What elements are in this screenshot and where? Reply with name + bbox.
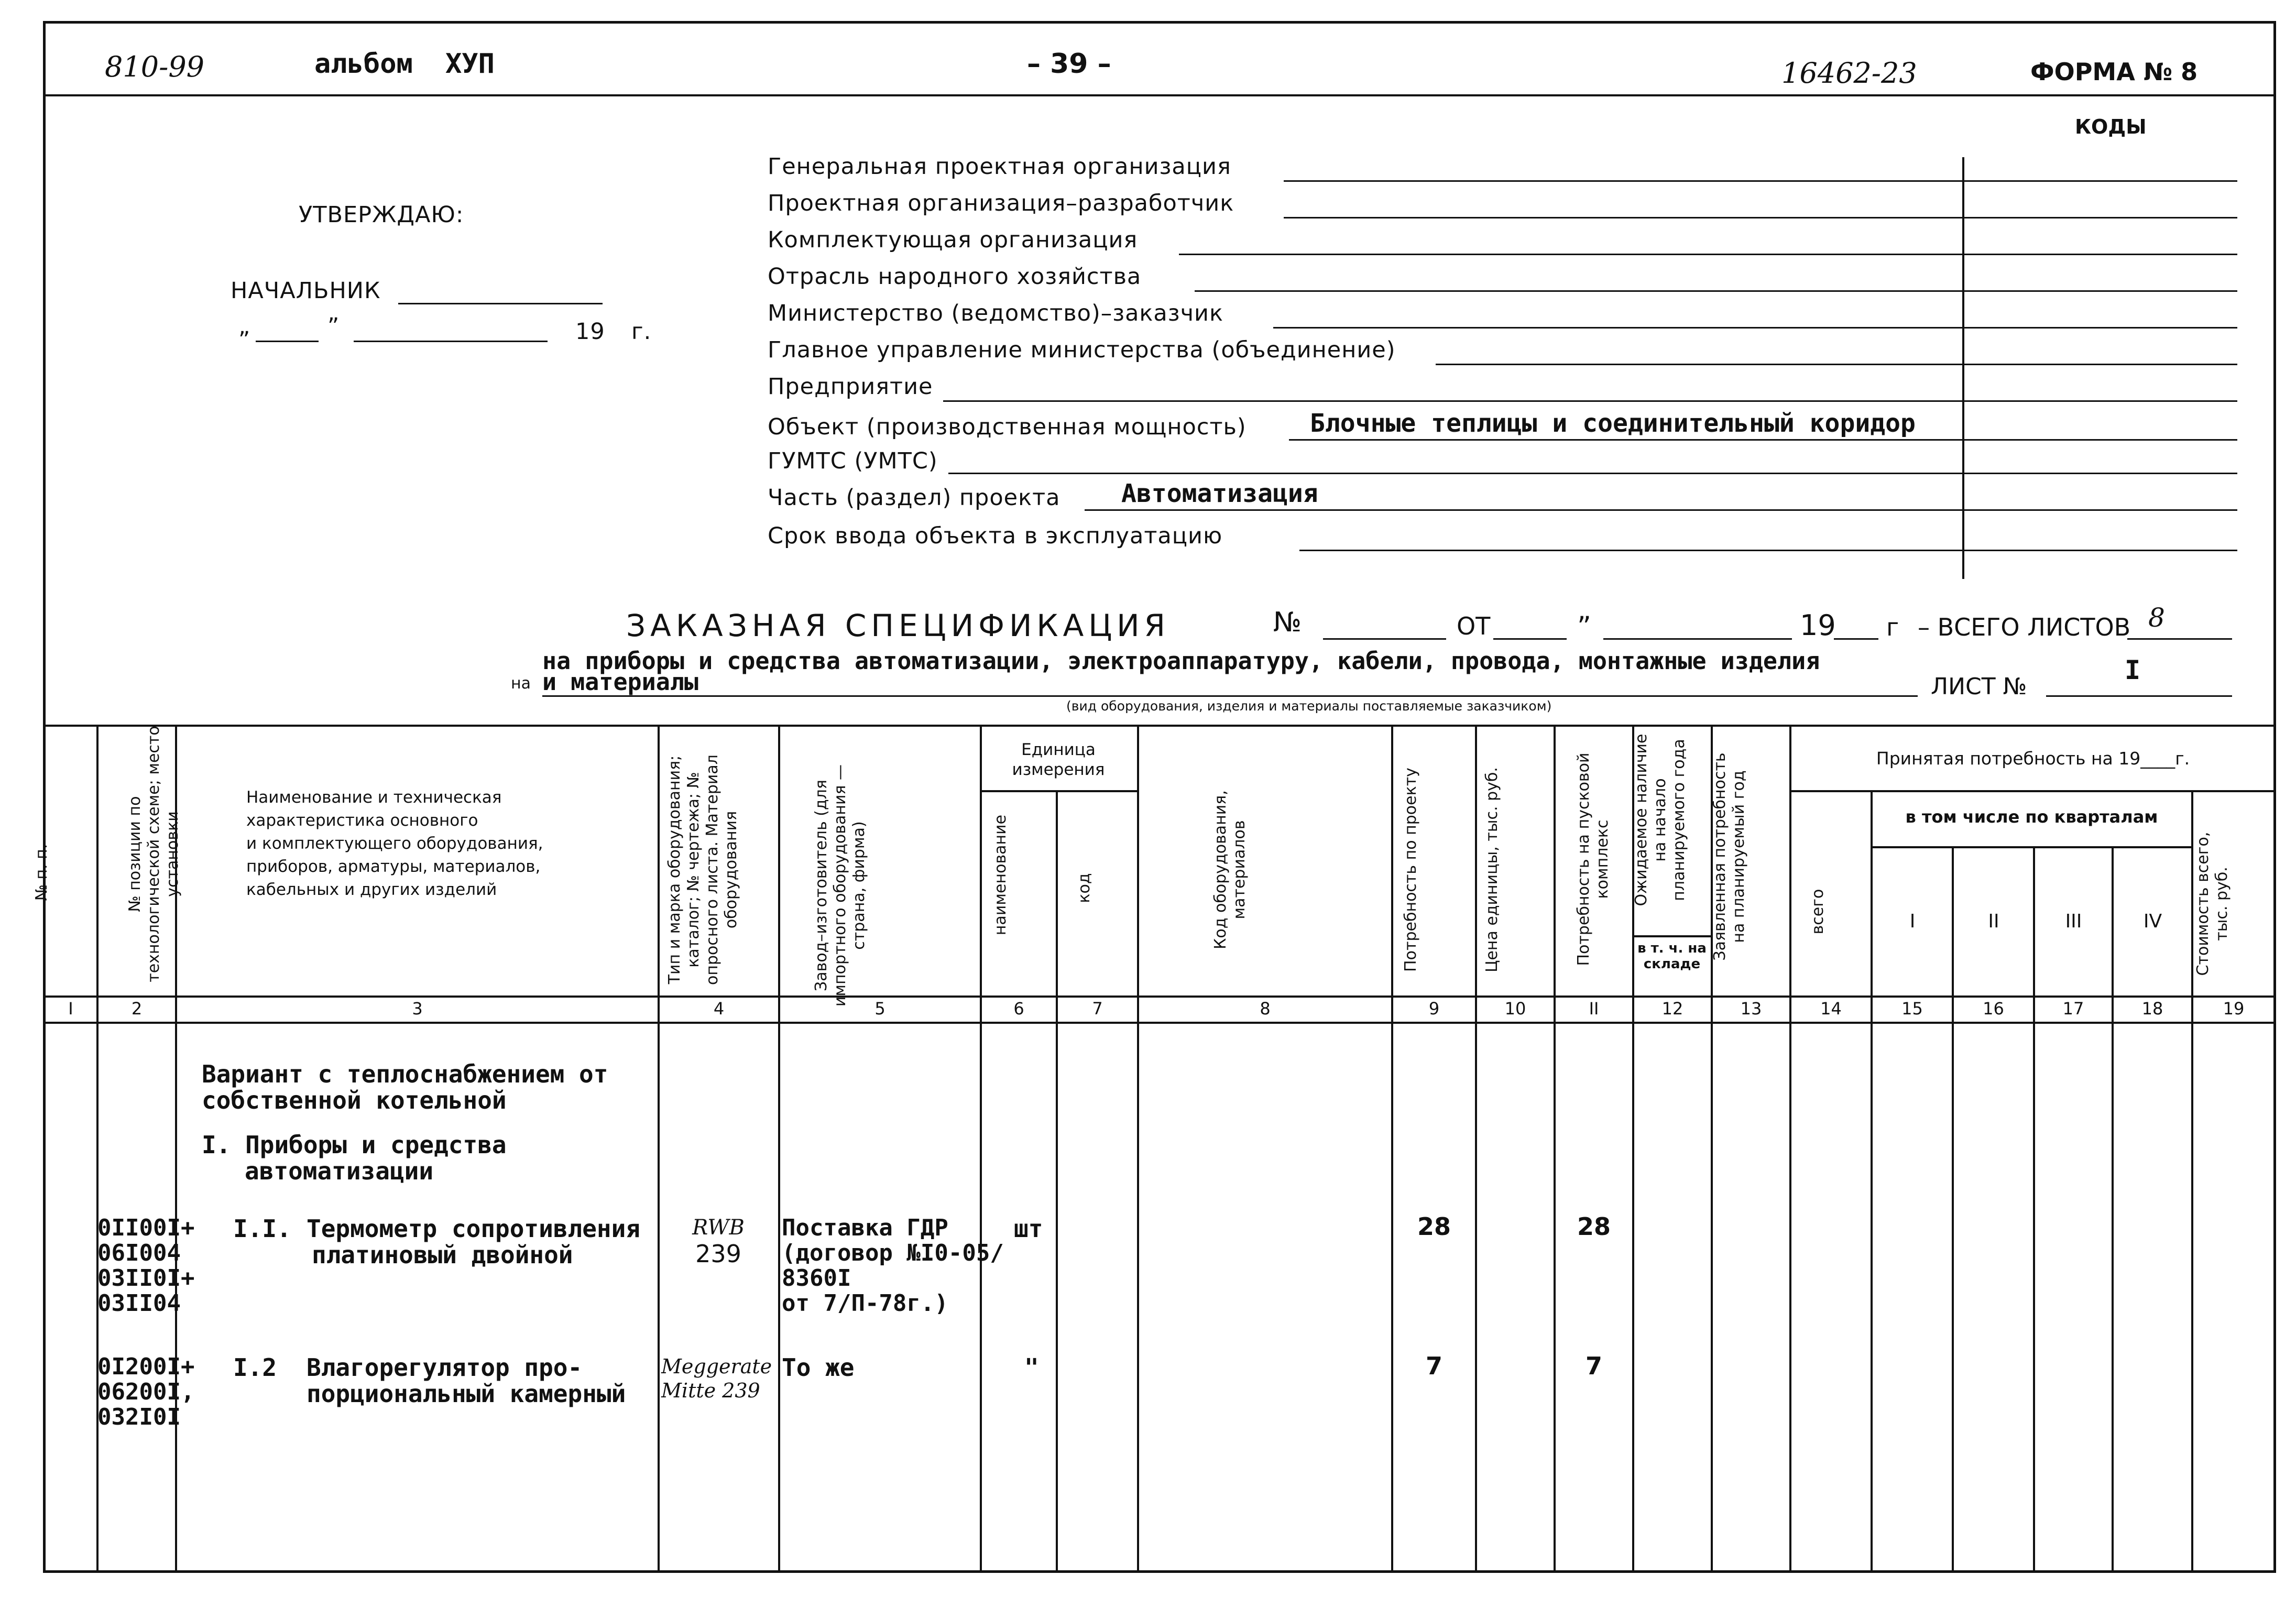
date-month-line xyxy=(354,341,548,342)
sheet-number-value: I xyxy=(2125,655,2141,685)
field-line-general-org xyxy=(1284,180,2237,182)
col-number: 7 xyxy=(1092,999,1103,1019)
header-c8: Код оборудования, материалов xyxy=(1211,790,1249,949)
col-line-8 xyxy=(1391,726,1393,1573)
header-q2: II xyxy=(1988,911,1999,932)
header-c9: Потребность по проекту xyxy=(1402,768,1420,972)
field-line-project-part xyxy=(1085,509,2237,511)
field-label-enterprise: Предприятие xyxy=(768,374,933,400)
total-sheets-label: – ВСЕГО ЛИСТОВ xyxy=(1918,613,2131,641)
header-c14: всего xyxy=(1809,889,1827,935)
table-row-positions xyxy=(97,1354,194,1430)
col-line-16 xyxy=(2033,846,2035,1573)
row-number: I.I. xyxy=(233,1215,291,1243)
row-type xyxy=(661,1354,772,1403)
col-number: 2 xyxy=(131,999,143,1019)
field-line-main-directorate xyxy=(1436,364,2237,365)
chief-signature-line xyxy=(398,303,603,304)
position-code: 03II04 xyxy=(97,1290,181,1317)
field-line-object xyxy=(1289,439,2237,441)
field-line-gumts xyxy=(948,473,2237,474)
section-title xyxy=(202,1061,608,1113)
album-label: альбом xyxy=(314,48,413,80)
col-line-6 xyxy=(1056,790,1058,1573)
spec-subject-prefix: на xyxy=(511,674,531,693)
spec-number-label: № xyxy=(1273,607,1302,638)
header-c3-line: Наименование и техническая xyxy=(246,788,502,807)
header-q1: I xyxy=(1909,911,1916,932)
row-name xyxy=(307,1216,640,1268)
chief-label: НАЧАЛЬНИК xyxy=(231,278,381,304)
col-number: 4 xyxy=(713,999,725,1019)
table-top-border xyxy=(44,725,2275,727)
field-label-industry: Отрасль народного хозяйства xyxy=(768,264,1142,290)
codes-label: КОДЫ xyxy=(2075,115,2147,138)
field-line-design-org xyxy=(1284,217,2237,218)
row-qty-launch: 7 xyxy=(1585,1352,1602,1380)
header-c3 xyxy=(246,786,644,901)
position-code: 06200I, xyxy=(97,1379,195,1405)
col-number: 8 xyxy=(1260,999,1271,1019)
section-title-line: Вариант с теплоснабжением от xyxy=(202,1060,608,1088)
field-label-general-org: Генеральная проектная организация xyxy=(768,154,1231,180)
header-c6: наименование xyxy=(991,814,1010,936)
header-c3-line: кабельных и других изделий xyxy=(246,880,497,899)
col-line-18 xyxy=(2191,790,2193,1573)
total-sheets-line xyxy=(2127,638,2232,640)
field-line-enterprise xyxy=(943,400,2237,402)
header-c19: Стоимость всего, тыс. руб. xyxy=(2194,832,2231,976)
field-label-ministry: Министерство (ведомство)–заказчик xyxy=(768,300,1223,326)
reference-number: 16462-23 xyxy=(1781,57,1917,90)
col-line-3 xyxy=(658,726,660,1573)
table-row-positions xyxy=(97,1216,194,1316)
row-number: I.2 xyxy=(233,1353,277,1382)
date-quote-close: ” xyxy=(327,313,340,340)
row-maker-line: от 7/П-78г.) xyxy=(782,1290,948,1317)
spec-title: ЗАКАЗНАЯ СПЕЦИФИКАЦИЯ xyxy=(626,608,1170,643)
spec-subject-line2: и материалы xyxy=(542,668,699,696)
spec-year-line xyxy=(1834,638,1878,640)
position-code: 032I0I xyxy=(97,1404,181,1430)
date-year-suffix: г. xyxy=(631,319,652,345)
row-name xyxy=(307,1354,626,1407)
spec-note: (вид оборудования, изделия и материалы поставляемые заказчиком) xyxy=(1066,698,1552,714)
spec-from-label: ОТ xyxy=(1457,612,1491,640)
col-number: 14 xyxy=(1820,999,1842,1019)
row-qty-launch: 28 xyxy=(1577,1212,1611,1241)
col-number: 18 xyxy=(2141,999,2163,1019)
page-number: – 39 – xyxy=(1027,48,1111,80)
header-c5: Завод–изготовитель (для импортного оборудования —страна, фирма) xyxy=(812,764,868,1007)
column-numbers-bottom xyxy=(44,1022,2275,1024)
header-c7: код xyxy=(1075,873,1094,903)
spec-month-line xyxy=(1603,638,1792,640)
quarters-group-divider xyxy=(1871,846,2191,848)
position-code: 03II0I+ xyxy=(97,1265,195,1292)
col-line-5 xyxy=(980,726,982,1573)
row-maker-line: (договор №I0-05/ xyxy=(782,1240,1004,1266)
col-number: 19 xyxy=(2223,999,2245,1019)
field-label-object: Объект (производственная мощность) xyxy=(768,414,1247,440)
col-line-14 xyxy=(1871,790,1873,1573)
sheet-number-line xyxy=(2046,695,2232,697)
col-number: 15 xyxy=(1901,999,1923,1019)
col-line-9 xyxy=(1475,726,1477,1573)
approve-label: УТВЕРЖДАЮ: xyxy=(299,202,464,228)
col-line-1 xyxy=(96,726,99,1573)
field-label-supply-org: Комплектующая организация xyxy=(768,227,1138,253)
spec-year: 19 xyxy=(1800,609,1836,642)
spec-subject-line xyxy=(542,695,1918,697)
doc-code: 810-99 xyxy=(105,50,205,83)
spec-number-line xyxy=(1323,638,1446,640)
header-c10: Цена единицы, тыс. руб. xyxy=(1483,767,1501,972)
row-type-line: Mitte 239 xyxy=(661,1379,760,1402)
header-c1: № п. п. xyxy=(32,844,51,901)
spec-year-suffix: г xyxy=(1886,613,1899,641)
row-qty-project: 28 xyxy=(1417,1212,1451,1241)
header-c11: Потребность на пусковой комплекс xyxy=(1575,752,1612,966)
header-c13: Заявленная потребность на планируемый год xyxy=(1711,752,1748,961)
field-line-supply-org xyxy=(1179,254,2237,255)
col-line-13 xyxy=(1789,726,1791,1573)
sheet-number-label: ЛИСТ № xyxy=(1931,673,2027,700)
row-maker-line: 8360I xyxy=(782,1265,851,1292)
accepted-group-divider xyxy=(1789,790,2275,792)
row-unit: " xyxy=(1024,1353,1039,1382)
header-c3-line: приборов, арматуры, материалов, xyxy=(246,857,541,876)
row-name-line: порциональный камерный xyxy=(307,1380,626,1408)
col-number: II xyxy=(1589,999,1599,1019)
col-number: 10 xyxy=(1504,999,1526,1019)
field-label-gumts: ГУМТС (УМТС) xyxy=(768,448,938,474)
col-line-17 xyxy=(2112,846,2114,1573)
header-q3: III xyxy=(2065,911,2082,932)
field-value-project-part: Автоматизация xyxy=(1121,479,1318,508)
form-number: ФОРМА № 8 xyxy=(2030,58,2198,86)
header-q4: IV xyxy=(2143,911,2162,932)
col-line-7 xyxy=(1137,726,1139,1573)
header-c2: № позиции по технологической схеме; место установки xyxy=(126,726,182,982)
header-divider xyxy=(44,94,2275,96)
field-label-design-org: Проектная организация–разработчик xyxy=(768,190,1234,216)
col-number: 3 xyxy=(412,999,423,1019)
header-c12: Ожидаемое наличие на начало планируемого года xyxy=(1632,734,1688,906)
codes-divider xyxy=(1962,157,1964,579)
row-type xyxy=(660,1215,777,1267)
field-line-ministry xyxy=(1273,327,2237,329)
col-line-4 xyxy=(778,726,780,1573)
row-maker xyxy=(782,1216,1004,1316)
spec-quote: „ xyxy=(1577,595,1591,626)
field-value-object: Блочные теплицы и соединительный коридор xyxy=(1310,409,1916,438)
header-c12-sub: в т. ч. на складе xyxy=(1637,940,1707,972)
position-code: 06I004 xyxy=(97,1240,181,1266)
header-c3-line: и комплектующего оборудования, xyxy=(246,834,543,853)
field-label-main-directorate: Главное управление министерства (объединение) xyxy=(768,337,1396,363)
row-type-line: 239 xyxy=(695,1240,741,1268)
total-sheets-value: 8 xyxy=(2148,603,2165,633)
field-line-industry xyxy=(1195,290,2237,292)
row-name-line: Термометр сопротивления xyxy=(307,1215,640,1243)
col-number: 5 xyxy=(874,999,885,1019)
col-number: 13 xyxy=(1740,999,1762,1019)
field-label-project-part: Часть (раздел) проекта xyxy=(768,485,1060,511)
col-number: I xyxy=(68,999,73,1019)
position-code: 0I200I+ xyxy=(97,1353,195,1380)
col-number: 17 xyxy=(2062,999,2084,1019)
subsection-title xyxy=(202,1132,507,1184)
spec-day-line xyxy=(1493,638,1567,640)
date-day-line xyxy=(256,341,319,342)
row-maker: То же xyxy=(782,1353,855,1382)
unit-group-divider xyxy=(980,790,1137,792)
row-qty-project: 7 xyxy=(1425,1352,1442,1380)
field-line-commissioning xyxy=(1299,550,2237,551)
date-year: 19 xyxy=(575,319,605,345)
position-code: 0II00I+ xyxy=(97,1215,195,1241)
header-quarters: в том числе по кварталам xyxy=(1905,807,2158,827)
row-type-line: Meggerate xyxy=(661,1355,772,1378)
spec-subject-line1: на приборы и средства автоматизации, электроаппаратуру, кабели, провода, монтажные изделия xyxy=(542,647,1820,675)
header-bottom-border xyxy=(44,996,2275,998)
row-name-line: платиновый двойной xyxy=(312,1241,573,1269)
col-line-10 xyxy=(1554,726,1556,1573)
header-c4: Тип и марка оборудования; каталог; № чертежа; № опросного листа. Материал оборудования xyxy=(665,754,740,985)
col-number: 6 xyxy=(1013,999,1024,1019)
row-maker-line: Поставка ГДР xyxy=(782,1215,948,1241)
col-number: 12 xyxy=(1661,999,1683,1019)
c12-sub-divider xyxy=(1632,935,1711,937)
field-label-commissioning: Срок ввода объекта в эксплуатацию xyxy=(768,523,1223,549)
header-accepted: Принятая потребность на 19____г. xyxy=(1876,748,2190,769)
col-line-15 xyxy=(1952,846,1954,1573)
col-number: 9 xyxy=(1428,999,1440,1019)
album-number: ХУП xyxy=(445,48,495,80)
header-unit-group: Единица измерения xyxy=(1012,740,1105,779)
row-name-line: Влагорегулятор про- xyxy=(307,1353,583,1382)
row-unit: шт xyxy=(1014,1215,1043,1243)
col-number: 16 xyxy=(1983,999,2004,1019)
section-title-line: собственной котельной xyxy=(202,1086,507,1114)
row-type-line: RWB xyxy=(692,1216,745,1240)
subsection-title-line: I. Приборы и средства xyxy=(202,1131,507,1159)
date-quote-open: „ xyxy=(238,313,251,340)
header-c3-line: характеристика основного xyxy=(246,811,478,830)
subsection-title-line: автоматизации xyxy=(245,1157,434,1185)
